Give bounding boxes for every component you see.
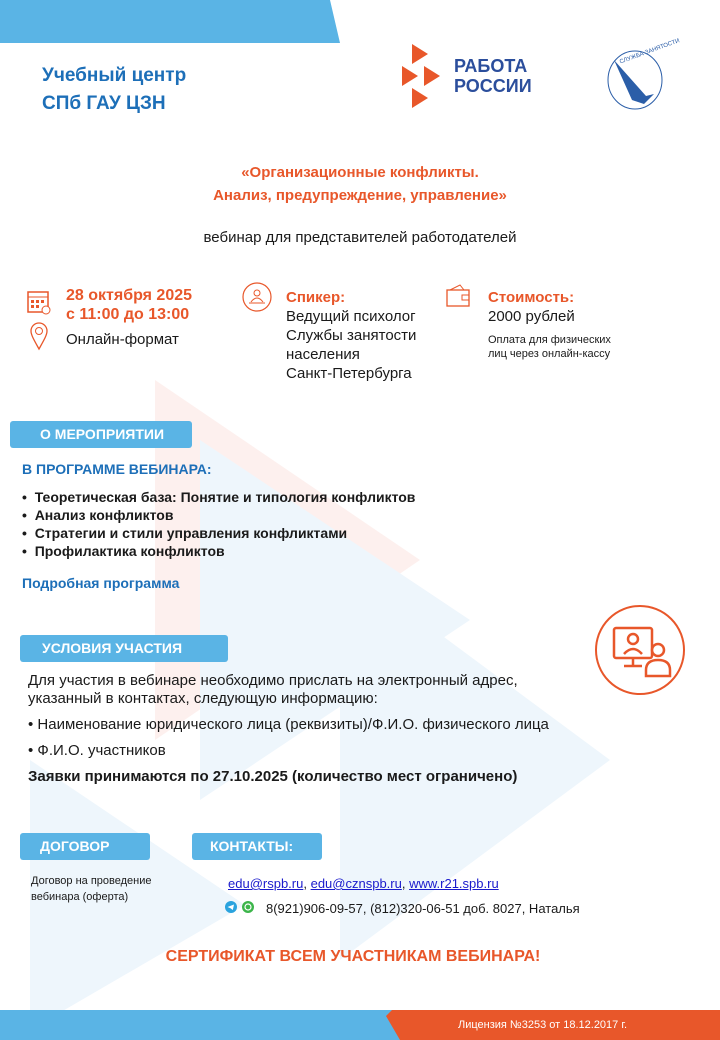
- program-item: • Профилактика конфликтов: [22, 543, 225, 559]
- program-item: • Стратегии и стили управления конфликтами: [22, 525, 348, 541]
- contacts-badge: КОНТАКТЫ:: [192, 833, 322, 860]
- contact-links: edu@rspb.ru, edu@cznspb.ru, www.r21.spb.ru: [228, 876, 499, 891]
- telegram-icon[interactable]: [225, 901, 237, 913]
- event-title-line-1: «Организационные конфликты.: [241, 164, 479, 181]
- event-format: Онлайн-формат: [66, 331, 179, 348]
- conditions-item: • Наименование юридического лица (реквизиты)/Ф.И.О. физического лица: [28, 716, 549, 733]
- price-block: [488, 288, 611, 361]
- price-value: 2000 рублей: [488, 308, 575, 325]
- phone-numbers: 8(921)906-09-57, (812)320-06-51 доб. 8027, Наталья: [266, 901, 580, 916]
- program-heading: В ПРОГРАММЕ ВЕБИНАРА:: [22, 461, 212, 477]
- speaker-label: Спикер:: [286, 289, 346, 306]
- speaker-icon: [242, 282, 272, 312]
- online-meeting-icon: [594, 604, 686, 696]
- license-text: Лицензия №3253 от 18.12.2017 г.: [458, 1019, 628, 1031]
- event-subtitle: вебинар для представителей работодателей: [203, 229, 517, 246]
- conditions-line: указанный в контактах, следующую информацию:: [28, 690, 378, 707]
- price-label: Стоимость:: [488, 289, 575, 306]
- program-item: • Теоретическая база: Понятие и типология конфликтов: [22, 489, 416, 505]
- whatsapp-icon[interactable]: [242, 901, 254, 913]
- website-link[interactable]: www.r21.spb.ru: [409, 876, 499, 891]
- program-item: • Анализ конфликтов: [22, 507, 174, 523]
- event-time: с 11:00 до 13:00: [66, 306, 190, 323]
- wallet-icon: [446, 284, 472, 308]
- email-link[interactable]: edu@rspb.ru: [228, 876, 304, 891]
- event-date: 28 октября 2025: [66, 287, 193, 304]
- org-title: [42, 62, 186, 118]
- event-title: [0, 161, 720, 207]
- contract-line: вебинара (оферта): [31, 891, 129, 903]
- calendar-icon: [27, 289, 51, 315]
- email-link[interactable]: edu@cznspb.ru: [310, 876, 402, 891]
- contract-badge: ДОГОВОР: [20, 833, 150, 860]
- conditions-line: Для участия в вебинаре необходимо прислать на электронный адрес,: [28, 672, 518, 689]
- location-pin-icon: [30, 322, 48, 350]
- event-title-line-2: Анализ, предупреждение, управление»: [213, 187, 507, 204]
- speaker-line: Ведущий психолог: [286, 308, 416, 325]
- speaker-line: Санкт-Петербурга: [286, 365, 412, 382]
- org-line-2: СПб ГАУ ЦЗН: [42, 93, 166, 114]
- conditions-badge: УСЛОВИЯ УЧАСТИЯ: [20, 635, 228, 662]
- event-datetime: [66, 286, 192, 324]
- speaker-line: населения: [286, 346, 360, 363]
- rabota-rossii-logo: РАБОТА РОССИИ: [400, 44, 560, 108]
- sluzhba-zanyatosti-logo: [606, 38, 681, 115]
- certificate-banner: СЕРТИФИКАТ ВСЕМ УЧАСТНИКАМ ВЕБИНАРА!: [165, 948, 541, 965]
- conditions-text: [28, 672, 518, 708]
- price-note-line: Оплата для физических: [488, 334, 611, 346]
- speaker-block: [286, 288, 416, 383]
- svg-text:СЛУЖБА ЗАНЯТОСТИ: СЛУЖБА ЗАНЯТОСТИ: [619, 38, 681, 66]
- contract-offer-link[interactable]: [31, 873, 152, 905]
- price-note-line: лиц через онлайн-кассу: [488, 348, 611, 360]
- deadline-text: Заявки принимаются по 27.10.2025 (количество мест ограничено): [28, 768, 518, 785]
- contract-line: Договор на проведение: [31, 875, 152, 887]
- price-note: [488, 333, 611, 361]
- program-details-link[interactable]: Подробная программа: [22, 575, 180, 591]
- speaker-line: Службы занятости: [286, 327, 417, 344]
- program-list: [22, 488, 415, 560]
- about-badge: О МЕРОПРИЯТИИ: [10, 421, 192, 448]
- conditions-item: • Ф.И.О. участников: [28, 742, 166, 759]
- org-line-1: Учебный центр: [42, 65, 187, 86]
